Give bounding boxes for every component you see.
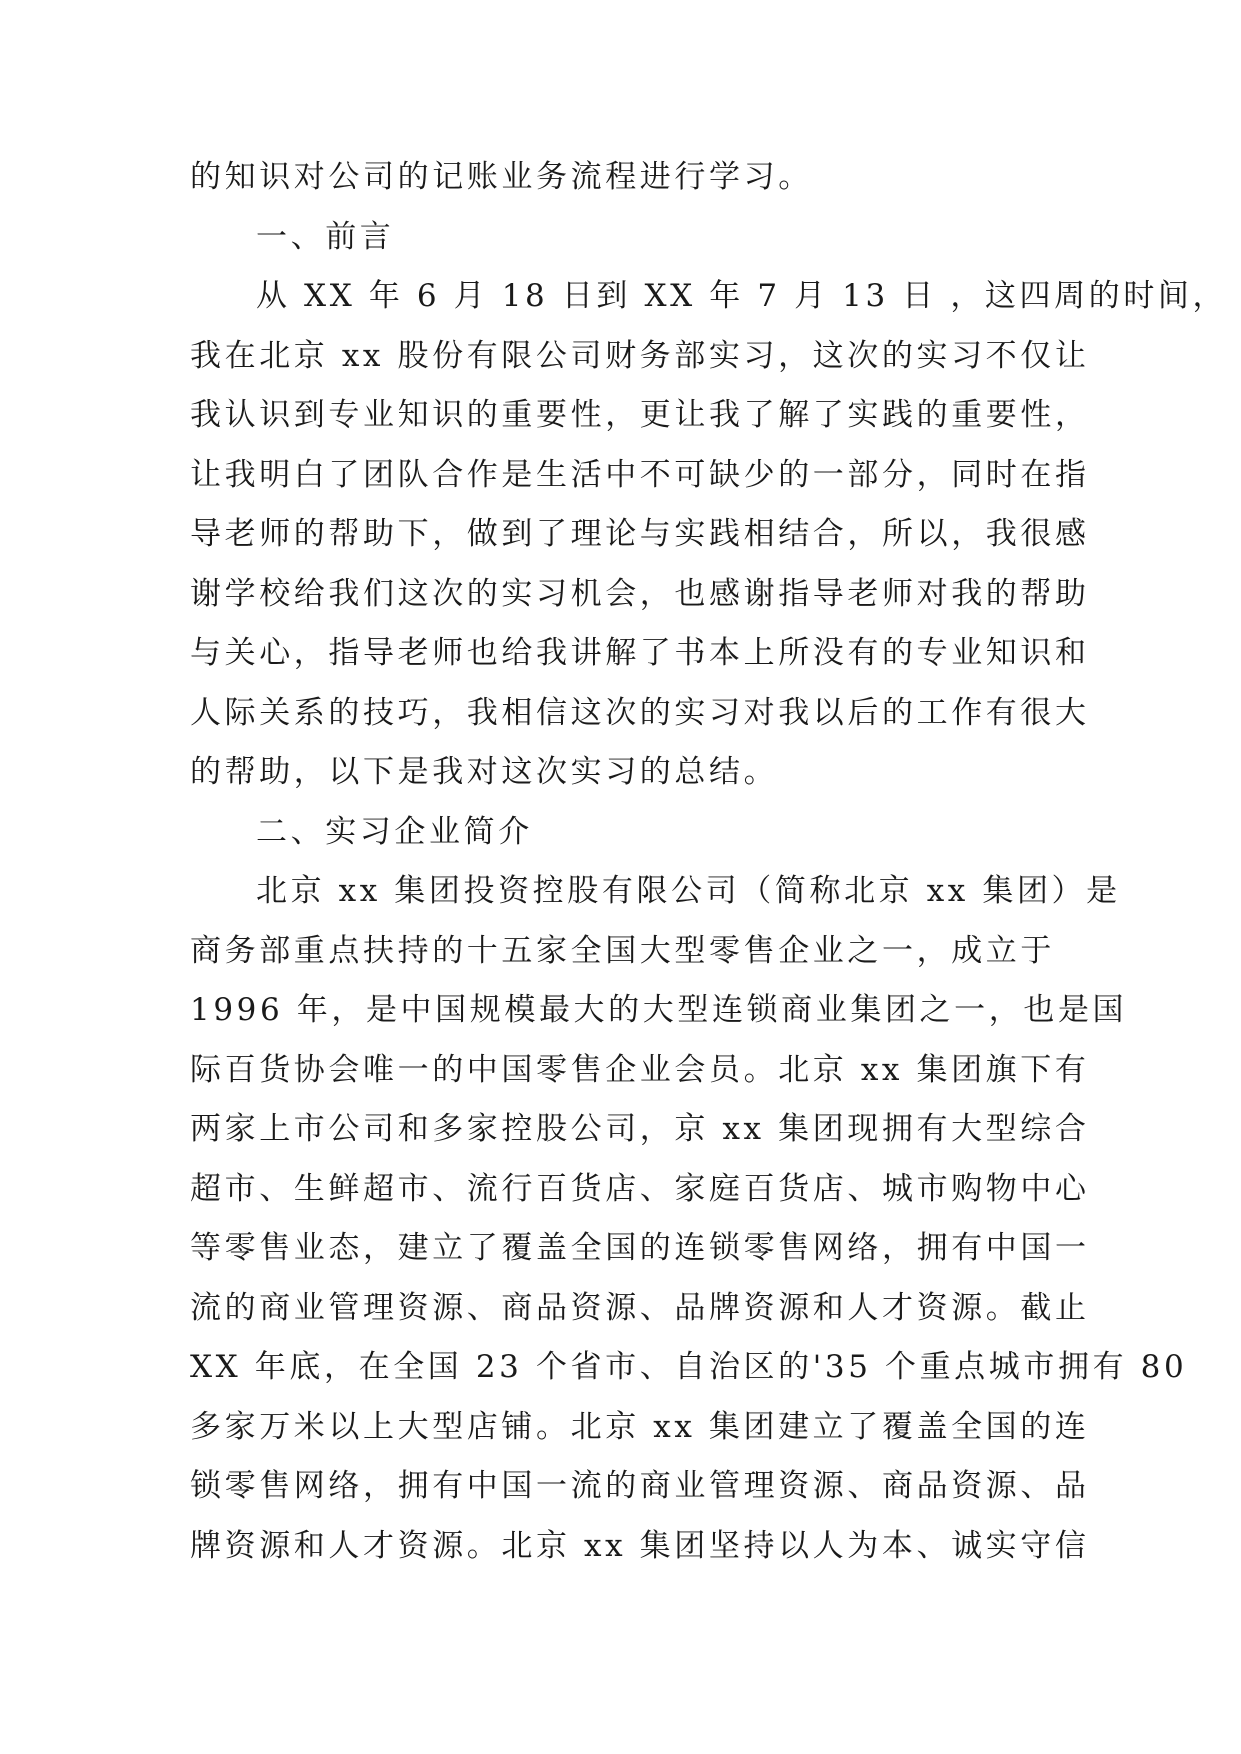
text-line: 商务部重点扶持的十五家全国大型零售企业之一，成立于 — [190, 932, 1055, 969]
text-line: 北京 xx 集团投资控股有限公司（简称北京 xx 集团）是 — [256, 873, 1121, 909]
text-line: 际百货协会唯一的中国零售企业会员。北京 xx 集团旗下有 — [190, 1051, 1090, 1088]
text-line: 等零售业态，建立了覆盖全国的连锁零售网络，拥有中国一 — [190, 1230, 1090, 1266]
text-line: 我认识到专业知识的重要性，更让我了解了实践的重要性， — [190, 397, 1090, 433]
text-line: 导老师的帮助下，做到了理论与实践相结合，所以，我很感 — [190, 516, 1090, 552]
section-heading-company: 二、实习企业简介 — [256, 813, 533, 850]
text-line: 超市、生鲜超市、流行百货店、家庭百货店、城市购物中心 — [190, 1170, 1090, 1207]
text-line: 从 XX 年 6 月 18 日到 XX 年 7 月 13 日 ，这四周的时间， — [256, 278, 1228, 314]
text-line: 1996 年，是中国规模最大的大型连锁商业集团之一，也是国 — [190, 992, 1128, 1028]
document-body — [190, 148, 1228, 1576]
text-line: 我在北京 xx 股份有限公司财务部实习，这次的实习不仅让 — [190, 337, 1090, 374]
text-line: 锁零售网络，拥有中国一流的商业管理资源、商品资源、品 — [190, 1468, 1090, 1504]
text-line: 人际关系的技巧，我相信这次的实习对我以后的工作有很大 — [190, 694, 1090, 731]
section-heading-preface: 一、前言 — [256, 218, 395, 255]
text-line: 谢学校给我们这次的实习机会，也感谢指导老师对我的帮助 — [190, 575, 1090, 612]
text-line: 牌资源和人才资源。北京 xx 集团坚持以人为本、诚实守信 — [190, 1527, 1090, 1564]
text-line: 的帮助，以下是我对这次实习的总结。 — [190, 754, 779, 790]
text-line: 两家上市公司和多家控股公司，京 xx 集团现拥有大型综合 — [190, 1111, 1090, 1147]
text-line: 流的商业管理资源、商品资源、品牌资源和人才资源。截止 — [190, 1289, 1090, 1326]
text-line: 与关心，指导老师也给我讲解了书本上所没有的专业知识和 — [190, 635, 1090, 671]
text-line: 让我明白了团队合作是生活中不可缺少的一部分，同时在指 — [190, 456, 1090, 493]
text-line: 多家万米以上大型店铺。北京 xx 集团建立了覆盖全国的连 — [190, 1408, 1090, 1445]
text-line: XX 年底，在全国 23 个省市、自治区的'35 个重点城市拥有 80 — [190, 1349, 1188, 1385]
text-line: 的知识对公司的记账业务流程进行学习。 — [190, 159, 813, 195]
